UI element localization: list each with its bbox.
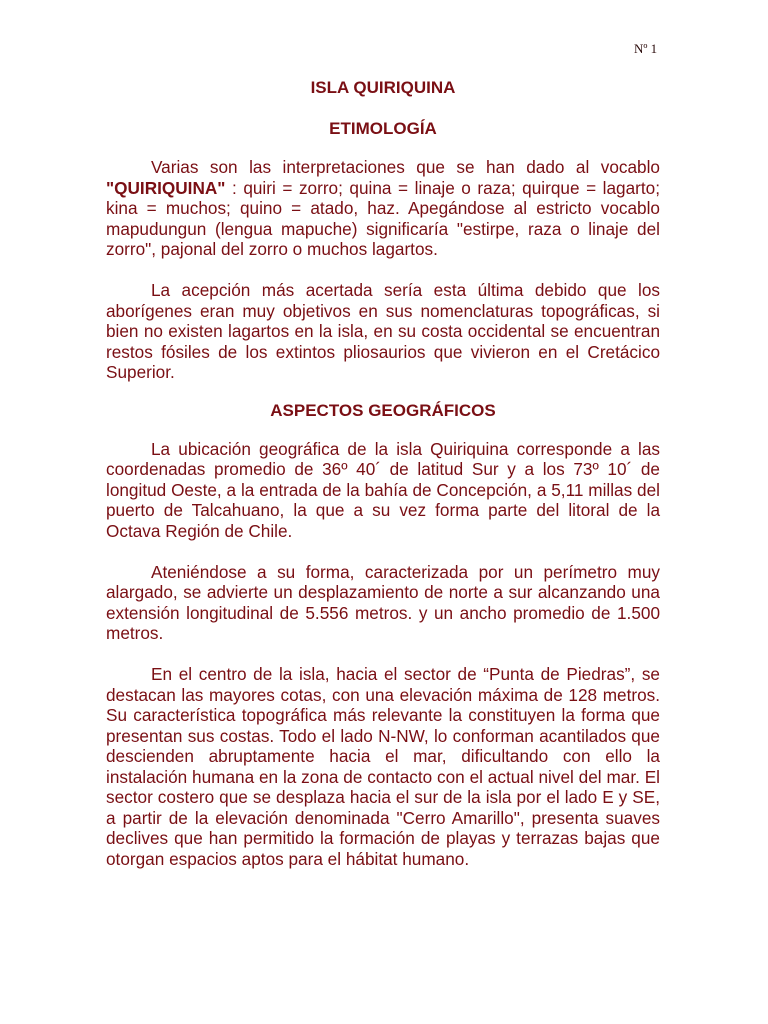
paragraph-etymology-1 — [106, 157, 660, 260]
paragraph-geography-1: La ubicación geográfica de la isla Quiriquina corresponde a las coordenadas promedio de 36º 40´ de latitud Sur y a los 73º 10´ de longitud Oeste, a la entrada de la bahía de Concepción, a 5,11 millas del puerto de Talcahuano, la que a su vez forma parte del litoral de la Octava Región de Chile. — [106, 438, 660, 541]
paragraph-text: : quiri = zorro; quina = linaje o raza; quirque = lagarto; kina = muchos; quino = atado, haz. Apegándose al estricto vocablo mapudungun (lengua mapuche) significaría "estirpe, raza o linaje del zorro", pajonal del zorro o muchos lagartos. — [106, 177, 660, 259]
paragraph-geography-3: En el centro de la isla, hacia el sector de “Punta de Piedras”, se destacan las mayores cotas, con una elevación máxima de 128 metros. Su característica topográfica más relevante la constituyen la forma que presentan sus costas. Todo el lado N-NW, lo conforman acantilados que descienden abruptamente hacia el mar, dificultando con ello la instalación humana en la zona de contacto con el actual nivel del mar. El sector costero que se desplaza hacia el sur de la isla por el lado E y SE, a partir de la elevación denominada "Cerro Amarillo", presenta suaves declives que han permitido la formación de playas y terrazas bajas que otorgan espacios aptos para el hábitat humano. — [106, 664, 660, 869]
bold-term-quiriquina: "QUIRIQUINA" — [106, 177, 226, 198]
paragraph-text: Varias son las interpretaciones que se han dado al vocablo — [151, 157, 660, 177]
paragraph-geography-2: Ateniéndose a su forma, caracterizada por un perímetro muy alargado, se advierte un desplazamiento de norte a sur alcanzando una extensión longitudinal de 5.556 metros. y un ancho promedio de 1.500 metros. — [106, 561, 660, 643]
page-number: Nº 1 — [634, 41, 658, 56]
section-heading-etimologia: ETIMOLOGÍA — [329, 119, 437, 138]
paragraph-etymology-2: La acepción más acertada sería esta última debido que los aborígenes eran muy objetivos en sus nomenclaturas topográficas, si bien no existen lagartos en la isla, en su costa occidental se encuentran restos fósiles de los extintos pliosaurios que vivieron en el Cretácico Superior. — [106, 280, 660, 382]
document-body — [106, 77, 660, 869]
section-heading-aspectos-geograficos: ASPECTOS GEOGRÁFICOS — [270, 400, 496, 420]
document-title: ISLA QUIRIQUINA — [310, 78, 456, 97]
